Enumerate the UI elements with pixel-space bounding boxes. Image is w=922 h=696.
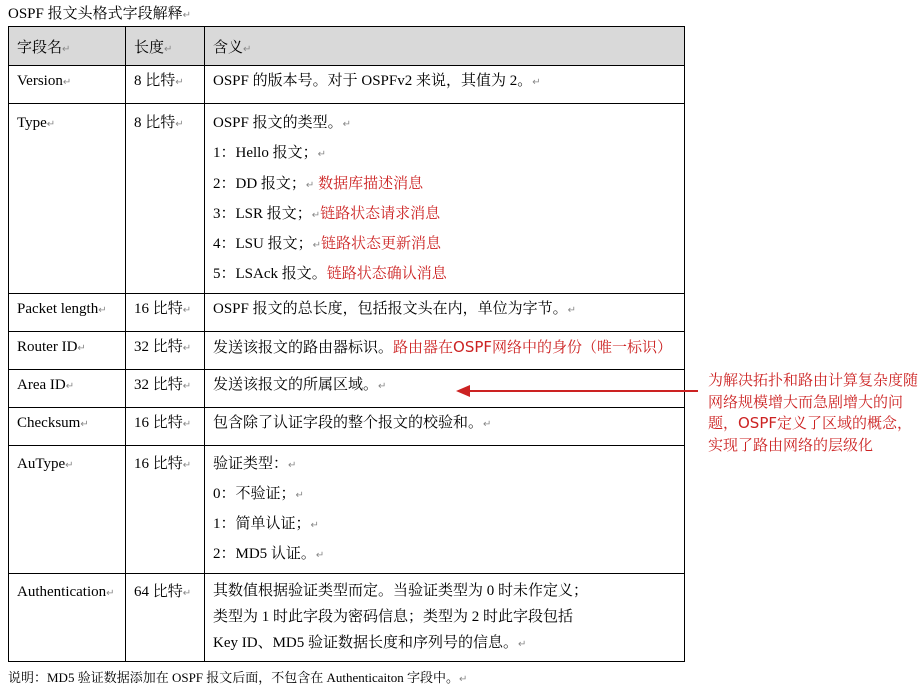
field-name-cell: Packet length↵ bbox=[9, 294, 126, 332]
meaning-cell: 发送该报文的路由器标识。路由器在OSPF网络中的身份（唯一标识） bbox=[205, 332, 685, 370]
router-id-annotation: 路由器在OSPF网络中的身份（唯一标识） bbox=[393, 338, 673, 356]
meaning-cell: OSPF 报文的类型。↵ 1：Hello 报文；↵ 2：DD 报文；↵ 数据库描述消息 3：LSR 报文；↵链路状态请求消息 4：LSU 报文；↵链路状态更新消息 5：LSAck 报文。链路状态确认消息 bbox=[205, 104, 685, 294]
field-name-cell: Authentication↵ bbox=[9, 574, 126, 662]
length-cell: 32 比特↵ bbox=[126, 332, 205, 370]
lsr-annotation: 链路状态请求消息 bbox=[320, 204, 441, 222]
meaning-cell: OSPF 的版本号。对于 OSPFv2 来说，其值为 2。↵ bbox=[205, 66, 685, 104]
length-cell: 32 比特↵ bbox=[126, 370, 205, 408]
length-cell: 16 比特↵ bbox=[126, 294, 205, 332]
header-field-name: 字段名↵ bbox=[9, 27, 126, 66]
document-title: OSPF 报文头格式字段解释↵ bbox=[8, 6, 192, 22]
header-meaning: 含义↵ bbox=[205, 27, 685, 66]
area-concept-annotation: 为解决拓扑和路由计算复杂度随网络规模增大而急剧增大的问题，OSPF定义了区域的概念，实现了路由网络的层级化 bbox=[708, 371, 919, 454]
field-name-cell: Type↵ bbox=[9, 104, 126, 294]
dd-annotation: 数据库描述消息 bbox=[318, 174, 424, 192]
length-cell: 8 比特↵ bbox=[126, 66, 205, 104]
length-cell: 16 比特↵ bbox=[126, 446, 205, 574]
field-name-cell: Area ID↵ bbox=[9, 370, 126, 408]
length-cell: 64 比特↵ bbox=[126, 574, 205, 662]
meaning-cell: 包含除了认证字段的整个报文的校验和。↵ bbox=[205, 408, 685, 446]
lsack-annotation: 链路状态确认消息 bbox=[326, 264, 447, 282]
length-cell: 16 比特↵ bbox=[126, 408, 205, 446]
footer-note: 说明：MD5 验证数据添加在 OSPF 报文后面，不包含在 Authenticaiton 字段中。↵ bbox=[8, 670, 468, 685]
field-name-cell: Checksum↵ bbox=[9, 408, 126, 446]
field-name-cell: Version↵ bbox=[9, 66, 126, 104]
meaning-cell: 其数值根据验证类型而定。当验证类型为 0 时未作定义； 类型为 1 时此字段为密码信息；类型为 2 时此字段包括 Key ID、MD5 验证数据长度和序列号的信息。↵ bbox=[205, 574, 685, 662]
meaning-cell: 验证类型：↵ 0：不验证；↵ 1：简单认证；↵ 2：MD5 认证。↵ bbox=[205, 446, 685, 574]
meaning-cell: 发送该报文的所属区域。↵ bbox=[205, 370, 685, 408]
field-name-cell: Router ID↵ bbox=[9, 332, 126, 370]
lsu-annotation: 链路状态更新消息 bbox=[320, 234, 441, 252]
meaning-cell: OSPF 报文的总长度，包括报文头在内，单位为字节。↵ bbox=[205, 294, 685, 332]
field-name-cell: AuType↵ bbox=[9, 446, 126, 574]
length-cell: 8 比特↵ bbox=[126, 104, 205, 294]
header-length: 长度↵ bbox=[126, 27, 205, 66]
